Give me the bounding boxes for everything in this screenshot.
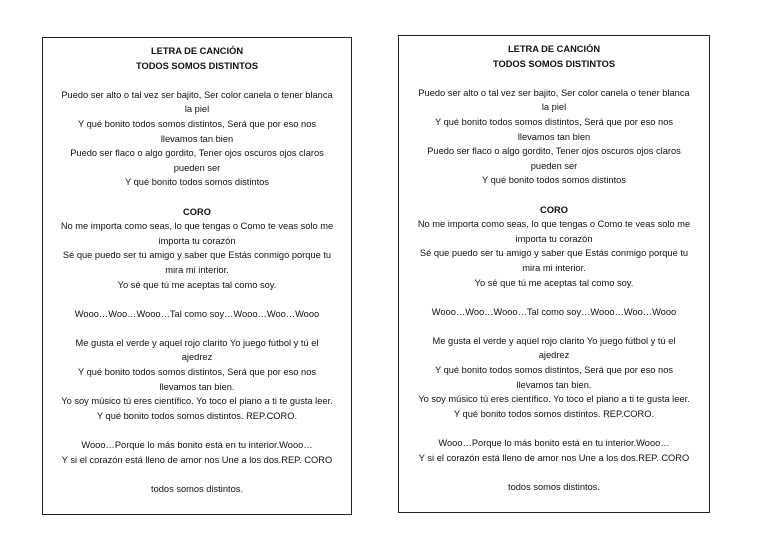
stanza-spacer xyxy=(43,73,351,88)
stanza-spacer xyxy=(399,71,709,86)
verse-stanza xyxy=(43,88,351,190)
lyric-line: mira mi interior. xyxy=(522,262,586,273)
stanza-spacer xyxy=(43,321,351,336)
lyric-line: Yo soy músico tú eres científico. Yo toco el piano a ti te gusta leer. xyxy=(61,396,333,407)
lyric-line: la piel xyxy=(184,104,210,115)
lyric-line: Wooo…Porque lo más bonito está en tu interior.Wooo… xyxy=(438,438,670,449)
stanza-spacer xyxy=(399,188,709,203)
lyric-line: Y qué bonito todos somos distintos xyxy=(481,175,627,186)
lyric-line: Wooo…Woo…Wooo…Tal como soy…Wooo…Woo…Wooo xyxy=(431,306,677,317)
lyric-line: mira mi interior. xyxy=(165,264,229,275)
verse-stanza xyxy=(43,438,351,467)
title-line: TODOS SOMOS DISTINTOS xyxy=(492,58,616,69)
lyric-line: Wooo…Woo…Wooo…Tal como soy…Wooo…Woo…Wooo xyxy=(74,308,320,319)
lyric-line: Sé que puedo ser tu amigo y saber que Estás conmigo porque tu xyxy=(62,250,332,261)
lyric-line: Y qué bonito todos somos distintos. REP.CORO. xyxy=(96,410,298,421)
chorus-stanza xyxy=(399,203,709,291)
lyric-line: Puedo ser flaco o algo gordito, Tener ojos oscuros ojos claros xyxy=(427,146,681,157)
lyric-line: Y qué bonito todos somos distintos, Será que por eso nos xyxy=(77,118,317,129)
lyrics-sheet-right xyxy=(398,35,710,513)
lyric-line: Me gusta el verde y aquel rojo clarito Yo juego fútbol y tú el xyxy=(432,335,676,346)
lyric-line: Yo soy músico tú eres científico. Yo toco el piano a ti te gusta leer. xyxy=(418,394,690,405)
verse-stanza xyxy=(399,86,709,188)
lyric-line: todos somos distintos. xyxy=(508,481,600,492)
verse-stanza xyxy=(43,336,351,424)
verse-stanza xyxy=(399,436,709,465)
lyric-line: todos somos distintos. xyxy=(151,483,243,494)
stanza-spacer xyxy=(399,290,709,305)
lyric-line: pueden ser xyxy=(173,162,221,173)
stanza-spacer xyxy=(399,319,709,334)
lyric-line: Y si el corazón está lleno de amor nos Une a los dos.REP. CORO xyxy=(61,454,333,465)
chorus-stanza xyxy=(43,205,351,293)
lyric-line: Y qué bonito todos somos distintos xyxy=(124,177,270,188)
lyric-line: llevamos tan bien xyxy=(160,133,234,144)
lyric-line: pueden ser xyxy=(530,160,578,171)
verse-stanza xyxy=(399,334,709,422)
verse-stanza xyxy=(43,307,351,322)
verse-stanza xyxy=(43,482,351,497)
lyric-line: Puedo ser alto o tal vez ser bajito, Ser color canela o tener blanca xyxy=(61,89,333,100)
lyric-line: Yo sé que tú me aceptas tal como soy. xyxy=(474,277,634,288)
stanza-spacer xyxy=(43,467,351,482)
lyric-line: llevamos tan bien. xyxy=(159,381,235,392)
lyric-line: No me importa como seas, lo que tengas o Como te veas solo me xyxy=(417,219,691,230)
lyric-line: la piel xyxy=(541,102,567,113)
stanza-heading: CORO xyxy=(540,204,568,215)
lyric-line: llevamos tan bien xyxy=(517,131,591,142)
stanza-spacer xyxy=(43,190,351,205)
lyric-line: Wooo…Porque lo más bonito está en tu interior.Wooo… xyxy=(81,440,313,451)
title-line: TODOS SOMOS DISTINTOS xyxy=(135,60,259,71)
lyric-line: Y si el corazón está lleno de amor nos Une a los dos.REP. CORO xyxy=(418,452,690,463)
lyric-line: ajedrez xyxy=(538,350,570,361)
lyric-line: importa tu corazón xyxy=(158,235,236,246)
verse-stanza xyxy=(399,305,709,320)
lyric-line: Y qué bonito todos somos distintos, Será que por eso nos xyxy=(434,365,674,376)
stanza-spacer xyxy=(43,292,351,307)
lyrics-sheet-left xyxy=(42,37,352,515)
lyric-line: Me gusta el verde y aquel rojo clarito Yo juego fútbol y tú el xyxy=(75,337,319,348)
song-title xyxy=(399,42,709,71)
stanza-spacer xyxy=(43,423,351,438)
lyric-line: Y qué bonito todos somos distintos. REP.CORO. xyxy=(453,408,655,419)
verse-stanza xyxy=(399,480,709,495)
title-line: LETRA DE CANCIÓN xyxy=(507,44,601,54)
lyric-line: Yo sé que tú me aceptas tal como soy. xyxy=(117,279,277,290)
lyric-line: Y qué bonito todos somos distintos, Será que por eso nos xyxy=(77,367,317,378)
song-title xyxy=(43,44,351,73)
lyric-line: Y qué bonito todos somos distintos, Será que por eso nos xyxy=(434,116,674,127)
stanza-spacer xyxy=(399,465,709,480)
stanza-spacer xyxy=(399,421,709,436)
lyric-line: Sé que puedo ser tu amigo y saber que Estás conmigo porque tu xyxy=(419,248,689,259)
lyric-line: llevamos tan bien. xyxy=(516,379,592,390)
lyric-line: Puedo ser flaco o algo gordito, Tener ojos oscuros ojos claros xyxy=(70,148,324,159)
title-line: LETRA DE CANCIÓN xyxy=(150,46,244,56)
stanza-heading: CORO xyxy=(183,206,211,217)
lyric-line: No me importa como seas, lo que tengas o Como te veas solo me xyxy=(60,221,334,232)
lyric-line: ajedrez xyxy=(181,352,213,363)
lyric-line: Puedo ser alto o tal vez ser bajito, Ser color canela o tener blanca xyxy=(418,87,690,98)
lyric-line: importa tu corazón xyxy=(515,233,593,244)
